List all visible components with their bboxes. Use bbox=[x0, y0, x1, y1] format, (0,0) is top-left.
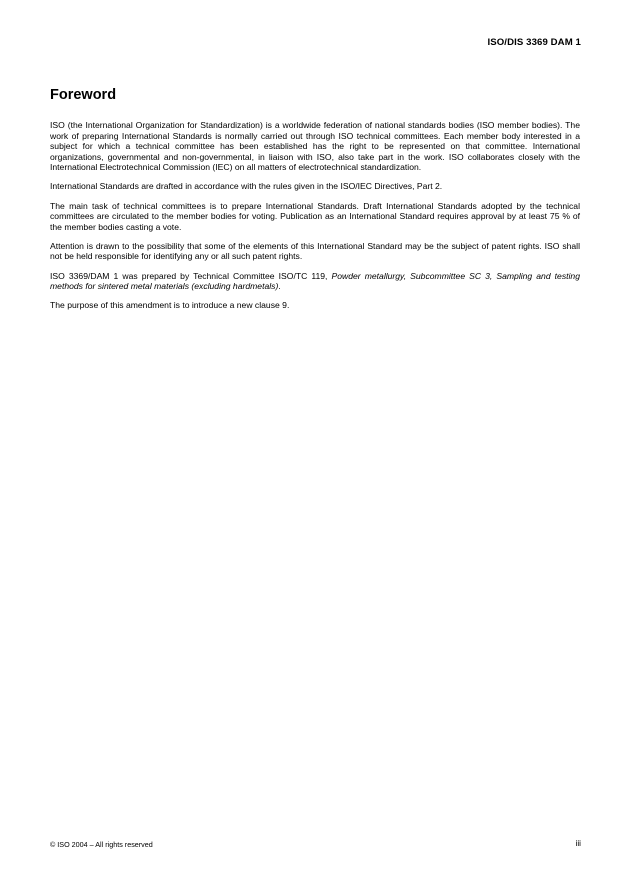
copyright-notice: © ISO 2004 – All rights reserved bbox=[50, 840, 153, 849]
paragraph-purpose: The purpose of this amendment is to introduce a new clause 9. bbox=[50, 300, 290, 311]
foreword-heading: Foreword bbox=[50, 87, 117, 103]
document-identifier: ISO/DIS 3369 DAM 1 bbox=[487, 37, 581, 48]
paragraph-prepared-by bbox=[50, 271, 580, 292]
foreword-body bbox=[50, 120, 580, 319]
paragraph-technical-committees: The main task of technical committees is to prepare International Standards. Draft International Standards adopted by the technical committees are circulated to the member bodies for voting. Publication as an International Standard requires approval by at least 75 % of the member bodies casting a vote. bbox=[50, 200, 580, 232]
paragraph-iso-federation: ISO (the International Organization for Standardization) is a worldwide federation of national standards bodies (ISO member bodies). The work of preparing International Standards is normally carried out through ISO technical committees. Each member body interested in a subject for which a technical committee has been established has the right to be represented on that committee. International organizations, governmental and non-governmental, in liaison with ISO, also take part in the work. ISO collaborates closely with the International Electrotechnical Commission (IEC) on all matters of electrotechnical standardization. bbox=[50, 120, 580, 173]
prepared-by-suffix: . bbox=[278, 281, 281, 292]
page-number: iii bbox=[575, 839, 581, 848]
prepared-by-committee-title: Powder metallurgy, Subcommittee SC 3, Sampling and testing methods for sintered metal materials (excluding hardmetals) bbox=[50, 270, 580, 292]
prepared-by-prefix: ISO 3369/DAM 1 was prepared by Technical Committee ISO/TC 119, bbox=[50, 270, 332, 281]
paragraph-patent-rights: Attention is drawn to the possibility that some of the elements of this International Standard may be the subject of patent rights. ISO shall not be held responsible for identifying any or all such patent rights. bbox=[50, 240, 580, 262]
paragraph-directives: International Standards are drafted in accordance with the rules given in the ISO/IEC Directives, Part 2. bbox=[50, 181, 443, 192]
